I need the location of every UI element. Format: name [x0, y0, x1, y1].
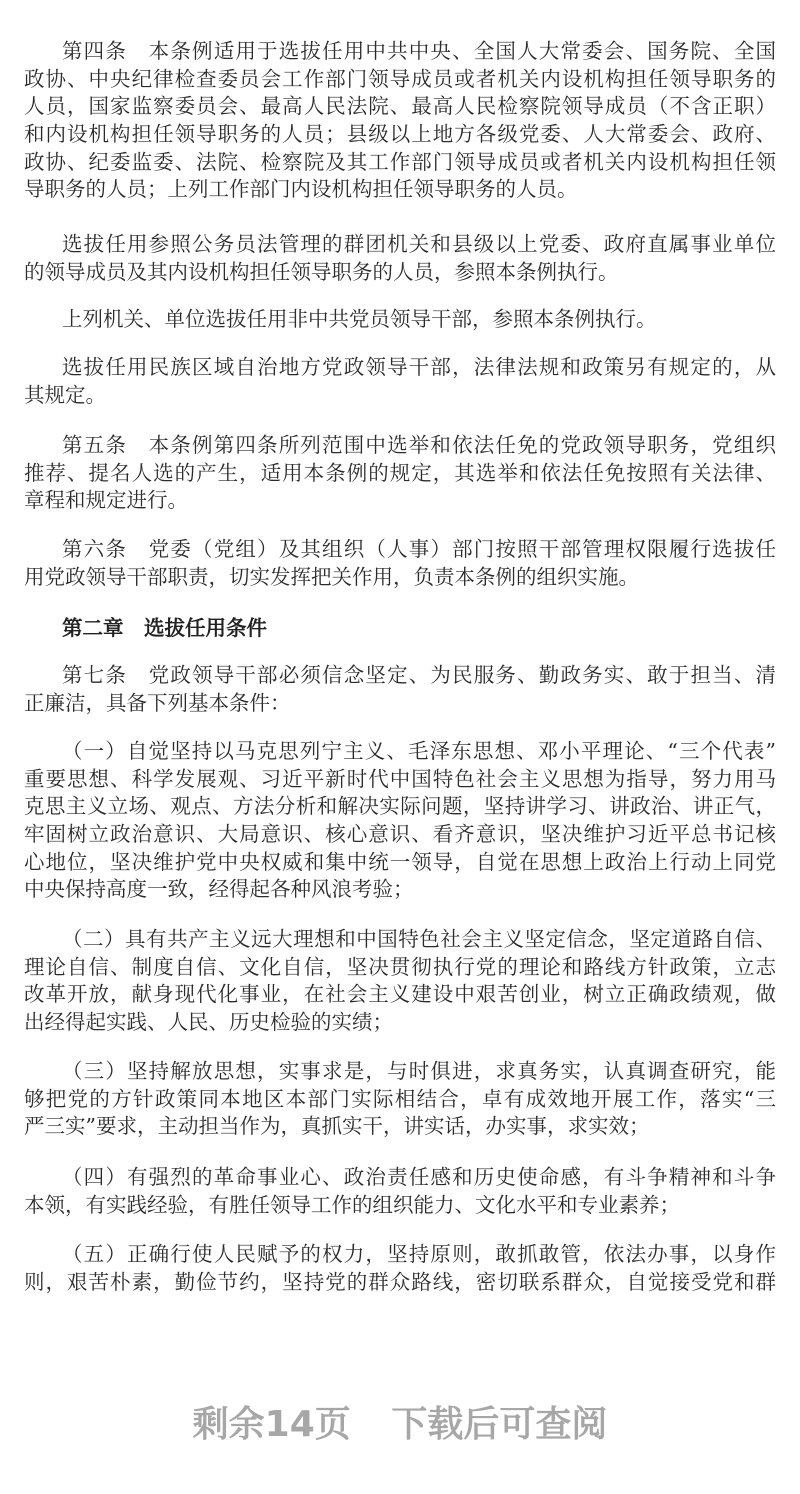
text-line: （五）正确行使人民赋予的权力，坚持原则，敢抓敢管，依法办事，以身作 [62, 1242, 776, 1266]
text-line: 第七条 党政领导干部必须信念坚定、为民服务、勤政务实、敢于担当、清 [62, 663, 776, 687]
text-line: 用党政领导干部职责，切实发挥把关作用，负责本条例的组织实施。 [24, 564, 639, 589]
text-line: 人员，国家监察委员会、最高人民法院、最高人民检察院领导成员（不含正职） [24, 94, 776, 119]
text-line: 则，艰苦朴素，勤俭节约，坚持党的群众路线，密切联系群众，自觉接受党和群 [24, 1269, 776, 1294]
text-line: 选拔任用参照公务员法管理的群团机关和县级以上党委、政府直属事业单位 [62, 232, 776, 256]
paragraph [24, 662, 776, 717]
text-line: 推荐、提名人选的产生，适用本条例的规定，其选举和依法任免按照有关法律、 [24, 460, 776, 485]
text-line: 严三实”要求，主动担当作为，真抓实干，讲实话，办实事，求实效； [24, 1114, 650, 1139]
text-line: 改革开放，献身现代化事业，在社会主义建设中艰苦创业，树立正确政绩观，做 [24, 982, 776, 1007]
paragraph [24, 231, 776, 286]
text-line: 够把党的方针政策同本地区本部门实际相结合，卓有成效地开展工作，落实“三 [24, 1086, 776, 1111]
text-line: （二）具有共产主义远大理想和中国特色社会主义坚定信念，坚定道路自信、 [62, 927, 776, 951]
text-line: 政协、纪委监委、法院、检察院及其工作部门领导成员或者机关内设机构担任领 [24, 149, 776, 174]
text-line: 第六条 党委（党组）及其组织（人事）部门按照干部管理权限履行选拔任 [62, 537, 776, 561]
chapter-heading: 第二章 选拔任用条件 [62, 616, 267, 640]
text-line: 本领，有实践经验，有胜任领导工作的组织能力、文化水平和专业素养； [24, 1192, 680, 1217]
download-prompt[interactable] [0, 1396, 800, 1447]
paragraph [24, 1164, 776, 1219]
text-line: 第四条 本条例适用于选拔任用中共中央、全国人大常委会、国务院、全国 [62, 39, 776, 63]
text-line: 的领导成员及其内设机构担任领导职务的人员，参照本条例执行。 [24, 259, 619, 284]
text-line: 出经得起实践、人民、历史检验的实绩； [24, 1010, 393, 1035]
text-line: 第五条 本条例第四条所列范围中选举和依法任免的党政领导职务，党组织 [62, 433, 776, 457]
paragraph [24, 1058, 776, 1141]
text-line: 选拔任用民族区域自治地方党政领导干部，法律法规和政策另有规定的，从 [62, 355, 776, 379]
text-line: 心地位，坚决维护党中央权威和集中统一领导，自觉在思想上政治上行动上同党 [24, 849, 776, 874]
paragraph [24, 1241, 776, 1296]
text-line: 理论自信、制度自信、文化自信，坚决贯彻执行党的理论和路线方针政策，立志 [24, 954, 776, 979]
text-line: 和内设机构担任领导职务的人员；县级以上地方各级党委、人大常委会、政府、 [24, 122, 776, 147]
paragraph [24, 536, 776, 591]
text-line: 章程和规定进行。 [24, 488, 188, 513]
paragraph [24, 306, 776, 334]
text-line: 中央保持高度一致，经得起各种风浪考验； [24, 877, 414, 902]
text-line: （三）坚持解放思想，实事求是，与时俱进，求真务实，认真调查研究，能 [62, 1059, 776, 1083]
text-line: （一）自觉坚持以马克思列宁主义、毛泽东思想、邓小平理论、“三个代表” [62, 739, 776, 763]
paragraph [24, 432, 776, 515]
paragraph [24, 354, 776, 409]
text-line: 正廉洁，具备下列基本条件： [24, 690, 291, 715]
text-line: 牢固树立政治意识、大局意识、核心意识、看齐意识，坚决维护习近平总书记核 [24, 822, 776, 847]
download-to-view-label: 下载后可查阅 [391, 1404, 608, 1445]
paragraph [24, 926, 776, 1037]
text-line: 上列机关、单位选拔任用非中共党员领导干部，参照本条例执行。 [62, 307, 657, 331]
text-line: （四）有强烈的革命事业心、政治责任感和历史使命感，有斗争精神和斗争 [62, 1165, 776, 1189]
text-line: 克思主义立场、观点、方法分析和解决实际问题，坚持讲学习、讲政治、讲正气， [24, 794, 776, 819]
paragraph [24, 738, 776, 904]
text-line: 政协、中央纪律检查委员会工作部门领导成员或者机关内设机构担任领导职务的 [24, 66, 776, 91]
paragraph [24, 38, 776, 204]
text-line: 导职务的人员；上列工作部门内设机构担任领导职务的人员。 [24, 177, 578, 202]
text-line: 重要思想、科学发展观、习近平新时代中国特色社会主义思想为指导，努力用马 [24, 766, 776, 791]
text-line: 其规定。 [24, 382, 106, 407]
remaining-pages-label: 剩余14页 [192, 1404, 351, 1445]
